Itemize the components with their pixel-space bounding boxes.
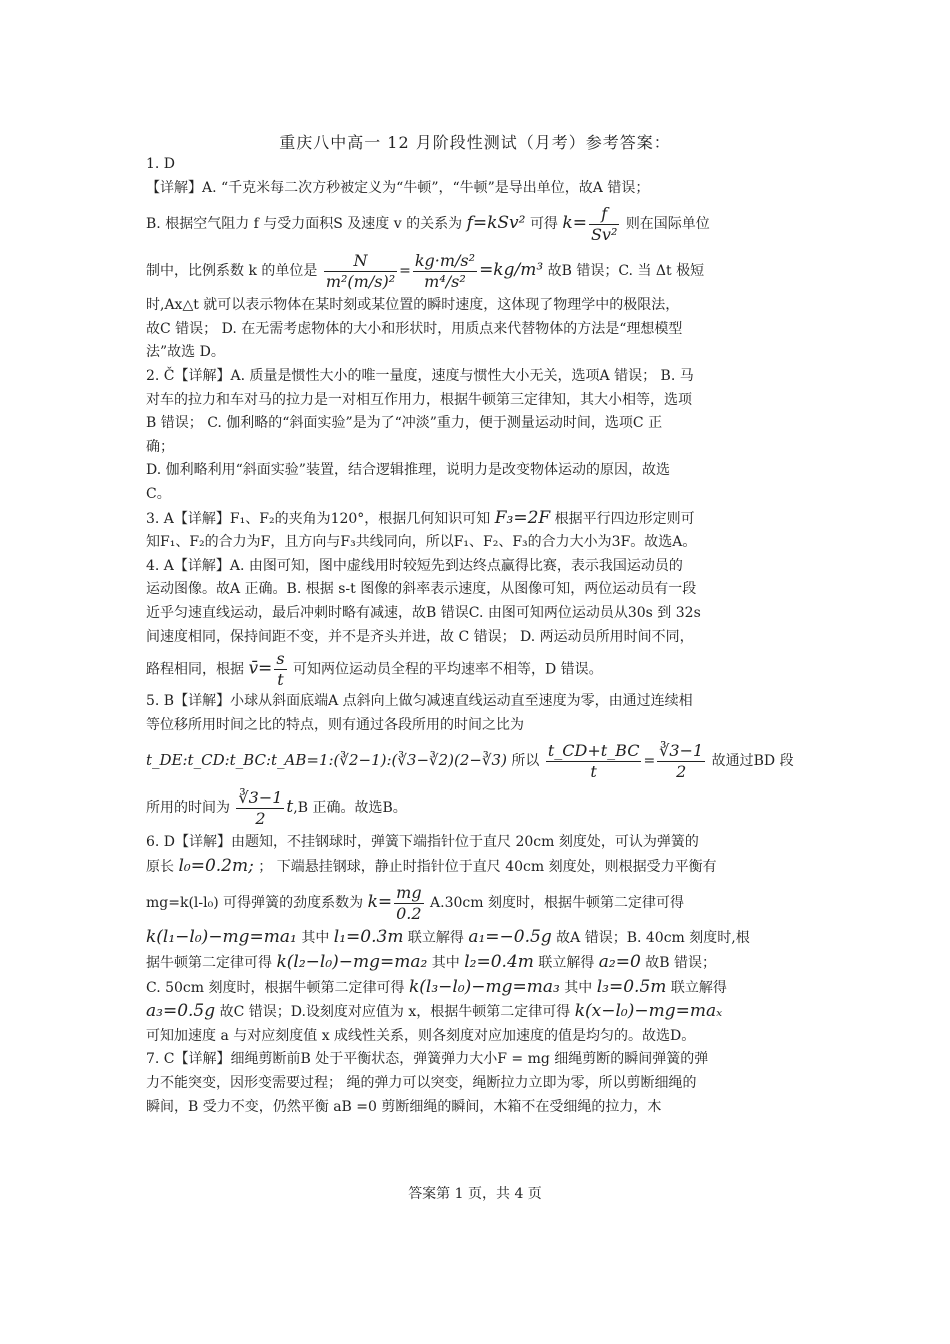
equation: k(x−l₀)−mg=maₓ bbox=[574, 1001, 723, 1022]
equation: F₃=2F bbox=[494, 507, 551, 528]
text-line: 原长 l₀=0.2m; ； 下端悬挂钢球，静止时指针位于直尺 40cm 刻度处，则根据受力平衡有 bbox=[146, 855, 717, 876]
text-line: 法”故选 D。 bbox=[146, 344, 225, 361]
text-line: t_DE:t_CD:t_BC:t_AB=1:(∛2−1):(∛3−∛2)(2−∛3) 所以 $\frac{t\_CD+t\_BC}{t}$ = $\frac{∛3-1}{2}$ 故通过BD 段 bbox=[146, 740, 794, 781]
answer-7: 7. C【详解】细绳剪断前B 处于平衡状态，弹簧弹力大小F = mg 细绳剪断的瞬间弹簧的弹 bbox=[146, 1051, 709, 1068]
text-line: 运动图像。故A 正确。B. 根据 s-t 图像的斜率表示速度，从图像可知，两位运动员有一段 bbox=[146, 581, 697, 598]
text-line: 时,Ax△t 就可以表示物体在某时刻或某位置的瞬时速度，这体现了物理学中的极限法， bbox=[146, 297, 680, 314]
text-line: 据牛顿第二定律可得 k(l₂−l₀)−mg=ma₂ 其中 l₂=0.4m 联立解得 a₂=0 故B 错误； bbox=[146, 952, 717, 973]
text-line: 对车的拉力和车对马的拉力是一对相互作用力，根据牛顿第三定律知，其大小相等，选项 bbox=[146, 391, 692, 408]
text-line: C。 bbox=[146, 485, 171, 502]
text-line: 确； bbox=[146, 438, 174, 455]
fraction: $\frac{t\_CD+t\_BC}{t}$ bbox=[547, 740, 640, 781]
text-line: mg=k(l-l₀) 可得弹簧的劲度系数为 k= $\frac{mg}{0.2}$ A.30cm 刻度时，根据牛顿第二定律可得 bbox=[146, 882, 684, 923]
equation: v̄= bbox=[248, 658, 273, 679]
text-line: 【详解】A. “千克米每二次方秒被定义为“牛顿”，“牛顿”是导出单位，故A 错误； bbox=[146, 179, 650, 196]
text-line: k(l₁−l₀)−mg=ma₁ 其中 l₁=0.3m 联立解得 a₁=−0.5g 故A 错误；B. 40cm 刻度时,根 bbox=[146, 927, 750, 948]
text-line: 间速度相同，保持间距不变，并不是齐头并进，故 C 错误； D. 两运动员所用时间不同， bbox=[146, 628, 694, 645]
text-line: 制中，比例系数 k 的单位是 $\frac{N}{\text{m²(m/s)²}}$ = $\frac{\text{kg·m/s²}}{\text{m⁴/s²}}$ =kg/m³ 故B 错误；C. 当 Δt 极短 bbox=[146, 250, 705, 291]
equation: l₃=0.5m bbox=[596, 976, 667, 997]
equation: k(l₂−l₀)−mg=ma₂ bbox=[276, 952, 428, 973]
text-line: a₃=0.5g 故C 错误；D.设刻度对应值为 x，根据牛顿第二定律可得 k(x−l₀)−mg=maₓ bbox=[146, 1001, 723, 1022]
fraction: $\frac{\text{kg·m/s²}}{\text{m⁴/s²}}$ bbox=[414, 250, 476, 291]
text-line: 等位移所用时间之比的特点，则有通过各段所用的时间之比为 bbox=[146, 716, 524, 733]
equation: a₂=0 bbox=[598, 952, 641, 973]
text-line: 故C 错误； D. 在无需考虑物体的大小和形状时，用质点来代替物体的方法是“理想模型 bbox=[146, 320, 683, 337]
fraction: $\frac{N}{\text{m²(m/s)²}}$ bbox=[325, 250, 396, 291]
answer-content bbox=[146, 153, 806, 1119]
equation: t_DE:t_CD:t_BC:t_AB=1:(∛2−1):(∛3−∛2)(2−∛3) bbox=[146, 751, 507, 770]
equation: =kg/m³ bbox=[479, 260, 544, 281]
equation: a₃=0.5g bbox=[146, 1001, 216, 1022]
equation: a₁=−0.5g bbox=[468, 927, 552, 948]
text-line: 路程相同，根据 v̄= $\frac{s}{t}$ 可知两位运动员全程的平均速率不相等，D 错误。 bbox=[146, 649, 603, 690]
fraction: $\frac{f}{\text{Sv²}}$ bbox=[590, 203, 618, 244]
equation: l₂=0.4m bbox=[464, 952, 534, 973]
text-line: D. 伽利略利用“斜面实验”装置，结合逻辑推理，说明力是改变物体运动的原因，故选 bbox=[146, 462, 670, 479]
answer-1: 1. D bbox=[146, 156, 176, 172]
answer-2: 2. Č【详解】A. 质量是惯性大小的唯一量度，速度与惯性大小无关，选项A 错误； B. 马 bbox=[146, 367, 694, 384]
text-line: C. 50cm 刻度时，根据牛顿第二定律可得 k(l₃−l₀)−mg=ma₃ 其中 l₃=0.5m 联立解得 bbox=[146, 976, 727, 997]
answer-4: 4. A【详解】A. 由图可知，图中虚线用时较短先到达终点赢得比赛，表示我国运动员的 bbox=[146, 557, 683, 574]
equation: l₀=0.2m; bbox=[178, 855, 254, 876]
text-line: B. 根据空气阻力 f 与受力面积S 及速度 v 的关系为 f=kSv² 可得 k= $\frac{f}{\text{Sv²}}$ 则在国际单位 bbox=[146, 203, 710, 244]
answer-3: 3. A【详解】F₁、F₂的夹角为120°，根据几何知识可知 F₃=2F 根据平行四边形定则可 bbox=[146, 507, 695, 528]
equation: k= bbox=[367, 892, 393, 913]
text-line: 所用的时间为 $\frac{∛3-1}{2}$ t,B 正确。故选B。 bbox=[146, 787, 407, 828]
equation: k(l₃−l₀)−mg=ma₃ bbox=[408, 976, 560, 997]
equation: l₁=0.3m bbox=[333, 927, 404, 948]
fraction: $\frac{s}{t}$ bbox=[276, 649, 285, 690]
answer-6: 6. D【详解】由题知，不挂钢球时，弹簧下端指针位于直尺 20cm 刻度处，可认为弹簧的 bbox=[146, 834, 699, 851]
fraction: $\frac{∛3-1}{2}$ bbox=[238, 787, 283, 828]
equation: k(l₁−l₀)−mg=ma₁ bbox=[146, 927, 297, 948]
answer-5: 5. B【详解】小球从斜面底端A 点斜向上做匀减速直线运动直至速度为零，由通过连续相 bbox=[146, 693, 693, 710]
page-title: 重庆八中高一 12 月阶段性测试（月考）参考答案： bbox=[279, 133, 671, 152]
fraction: $\frac{mg}{0.2}$ bbox=[396, 882, 422, 923]
text-line: 可知加速度 a 与对应刻度值 x 成线性关系，则各刻度对应加速度的值是均匀的。故选D。 bbox=[146, 1027, 696, 1044]
text-line: 力不能突变，因形变需要过程； 绳的弹力可以突变，绳断拉力立即为零，所以剪断细绳的 bbox=[146, 1075, 697, 1092]
equation: f=kSv² bbox=[466, 213, 526, 234]
text-line: 知F₁、F₂的合力为F，且方向与F₃共线同向，所以F₁、F₂、F₃的合力大小为3F。故选A。 bbox=[146, 534, 697, 551]
text-line: 瞬间，B 受力不变，仍然平衡 aB =0 剪断细绳的瞬间，木箱不在受细绳的拉力，木 bbox=[146, 1098, 662, 1115]
text-line: B 错误； C. 伽利略的“斜面实验”是为了“冲淡”重力，便于测量运动时间，选项C 正 bbox=[146, 415, 663, 432]
text-line: 近乎匀速直线运动，最后冲刺时略有减速，故B 错误C. 由图可知两位运动员从30s 到 32s bbox=[146, 604, 701, 621]
fraction: $\frac{∛3-1}{2}$ bbox=[659, 740, 704, 781]
equation: k= bbox=[562, 213, 587, 234]
page-footer: 答案第 1 页，共 4 页 bbox=[408, 1186, 542, 1202]
